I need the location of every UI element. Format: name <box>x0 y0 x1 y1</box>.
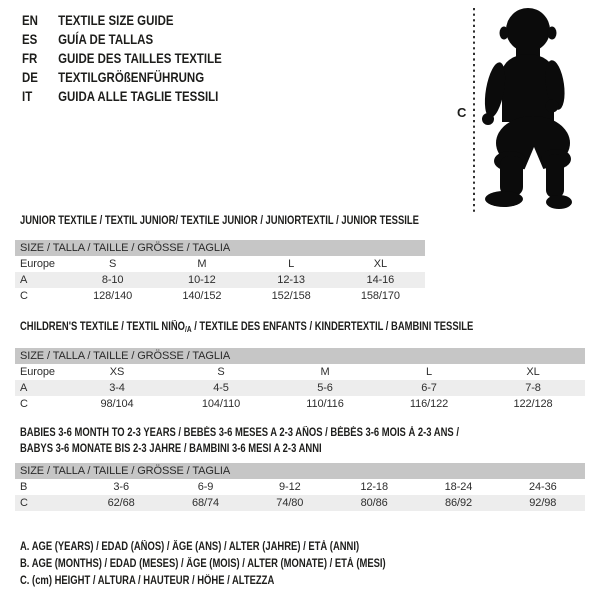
row-label-cell: C <box>20 497 28 509</box>
table-header-label: SIZE / TALLA / TAILLE / GRÖSSE / TAGLIA <box>20 350 231 362</box>
table-header-label: SIZE / TALLA / TAILLE / GRÖSSE / TAGLIA <box>20 465 231 477</box>
babies-size-table <box>15 463 585 511</box>
table-header-label: SIZE / TALLA / TAILLE / GRÖSSE / TAGLIA <box>20 242 231 254</box>
legend-line-c: C. (cm) HEIGHT / ALTURA / HAUTEUR / HÖHE / ALTEZZA <box>20 575 275 587</box>
children-table-title: CHILDREN'S TEXTILE / TEXTIL $NIÑO_{/A}$ / TEXTILE DES ENFANTS / KINDERTEXTIL / BAMBINI TESSILE <box>20 321 474 334</box>
table-row-europe <box>15 364 585 380</box>
row-label-cell: Europe <box>20 366 55 378</box>
children-size-table <box>15 348 585 412</box>
language-label: GUÍA DE TALLAS <box>58 31 154 47</box>
value-cell: 8-10 <box>101 274 124 286</box>
baby-figure-area <box>440 0 600 215</box>
measure-legend <box>20 539 466 590</box>
value-cell: 104/110 <box>201 398 241 410</box>
language-label: GUIDE DES TAILLES TEXTILE <box>58 50 222 66</box>
babies-table-title: BABIES 3-6 MONTH TO 2-3 YEARS / BEBÉS 3-6 MESES A 2-3 AÑOS / BÉBÉS 3-6 MOIS À 2-3 ANS / BABYS 3-6 MONATE BIS 2-3 JAHRE / BAMBINI 3-6 MESI A 2-3 ANNI <box>20 427 459 455</box>
junior-size-table <box>15 240 425 304</box>
value-cell: 140/152 <box>182 290 222 302</box>
row-label-cell: Europe <box>20 258 55 270</box>
value-cell: 12-18 <box>360 481 388 493</box>
value-cell: 122/128 <box>513 398 553 410</box>
value-cell: 6-7 <box>421 382 437 394</box>
baby-body <box>481 8 572 209</box>
language-label: GUIDA ALLE TAGLIE TESSILI <box>58 88 219 104</box>
table-row-height <box>15 495 585 511</box>
value-cell: 92/98 <box>529 497 557 509</box>
language-code: IT <box>22 88 33 104</box>
language-label: TEXTILE SIZE GUIDE <box>58 12 174 28</box>
language-list <box>22 11 266 106</box>
language-code: EN <box>22 12 38 28</box>
junior-table-title: JUNIOR TEXTILE / TEXTIL JUNIOR/ TEXTILE JUNIOR / JUNIORTEXTIL / JUNIOR TESSILE <box>20 215 419 227</box>
value-cell: 116/122 <box>409 398 449 410</box>
value-cell: 98/104 <box>100 398 134 410</box>
row-label-cell: A <box>20 382 28 394</box>
row-label-cell: A <box>20 274 28 286</box>
legend-line-b: B. AGE (MONTHS) / EDAD (MESES) / ÂGE (MOIS) / ALTER (MONATE) / ETÀ (MESI) <box>20 558 386 570</box>
legend-line-a: A. AGE (YEARS) / EDAD (AÑOS) / ÂGE (ANS) / ALTER (JAHRE) / ETÀ (ANNI) <box>20 541 360 553</box>
value-cell: 4-5 <box>213 382 229 394</box>
size-cell: S <box>217 366 225 378</box>
table-row-age <box>15 380 585 396</box>
value-cell: 158/170 <box>360 290 400 302</box>
language-code: FR <box>22 50 38 66</box>
table-row-age <box>15 272 425 288</box>
table-header-bar <box>15 463 585 479</box>
size-cell: S <box>109 258 117 270</box>
value-cell: 10-12 <box>188 274 216 286</box>
table-header-bar <box>15 348 585 364</box>
language-label: TEXTILGRÖßENFÜHRUNG <box>58 69 205 85</box>
value-cell: 80/86 <box>360 497 388 509</box>
value-cell: 7-8 <box>525 382 541 394</box>
size-cell: XL <box>373 258 387 270</box>
value-cell: 5-6 <box>317 382 333 394</box>
size-cell: L <box>425 366 433 378</box>
size-cell: XS <box>109 366 125 378</box>
value-cell: 3-6 <box>113 481 129 493</box>
table-row-height <box>15 396 585 412</box>
value-cell: 128/140 <box>93 290 133 302</box>
language-row-fr <box>22 49 222 68</box>
subscript-text: /A <box>185 325 192 334</box>
size-cell: XL <box>526 366 540 378</box>
value-cell: 18-24 <box>444 481 473 493</box>
value-cell: 110/116 <box>306 398 344 410</box>
value-cell: 9-12 <box>279 481 301 493</box>
value-cell: 86/92 <box>444 497 472 509</box>
size-cell: M <box>320 366 330 378</box>
row-label-cell: C <box>20 398 28 410</box>
value-cell: 152/158 <box>271 290 311 302</box>
value-cell: 12-13 <box>277 274 305 286</box>
value-cell: 68/74 <box>191 497 219 509</box>
value-cell: 14-16 <box>366 274 395 286</box>
language-row-es <box>22 30 222 49</box>
row-label-cell: C <box>20 290 28 302</box>
row-label-cell: B <box>20 481 28 493</box>
value-cell: 6-9 <box>197 481 214 493</box>
value-cell: 24-36 <box>528 481 557 493</box>
language-code: ES <box>22 31 38 47</box>
height-measure-label: C <box>457 105 467 120</box>
language-row-it <box>22 87 222 106</box>
language-row-en <box>22 11 222 30</box>
language-code: DE <box>22 69 38 85</box>
value-cell: 3-4 <box>109 382 125 394</box>
table-row-height <box>15 288 425 304</box>
size-cell: M <box>197 258 207 270</box>
table-header-bar <box>15 240 425 256</box>
size-cell: L <box>288 258 295 270</box>
value-cell: 62/68 <box>107 497 135 509</box>
table-row-months <box>15 479 585 495</box>
language-row-de <box>22 68 222 87</box>
table-row-europe <box>15 256 425 272</box>
value-cell: 74/80 <box>276 497 304 509</box>
